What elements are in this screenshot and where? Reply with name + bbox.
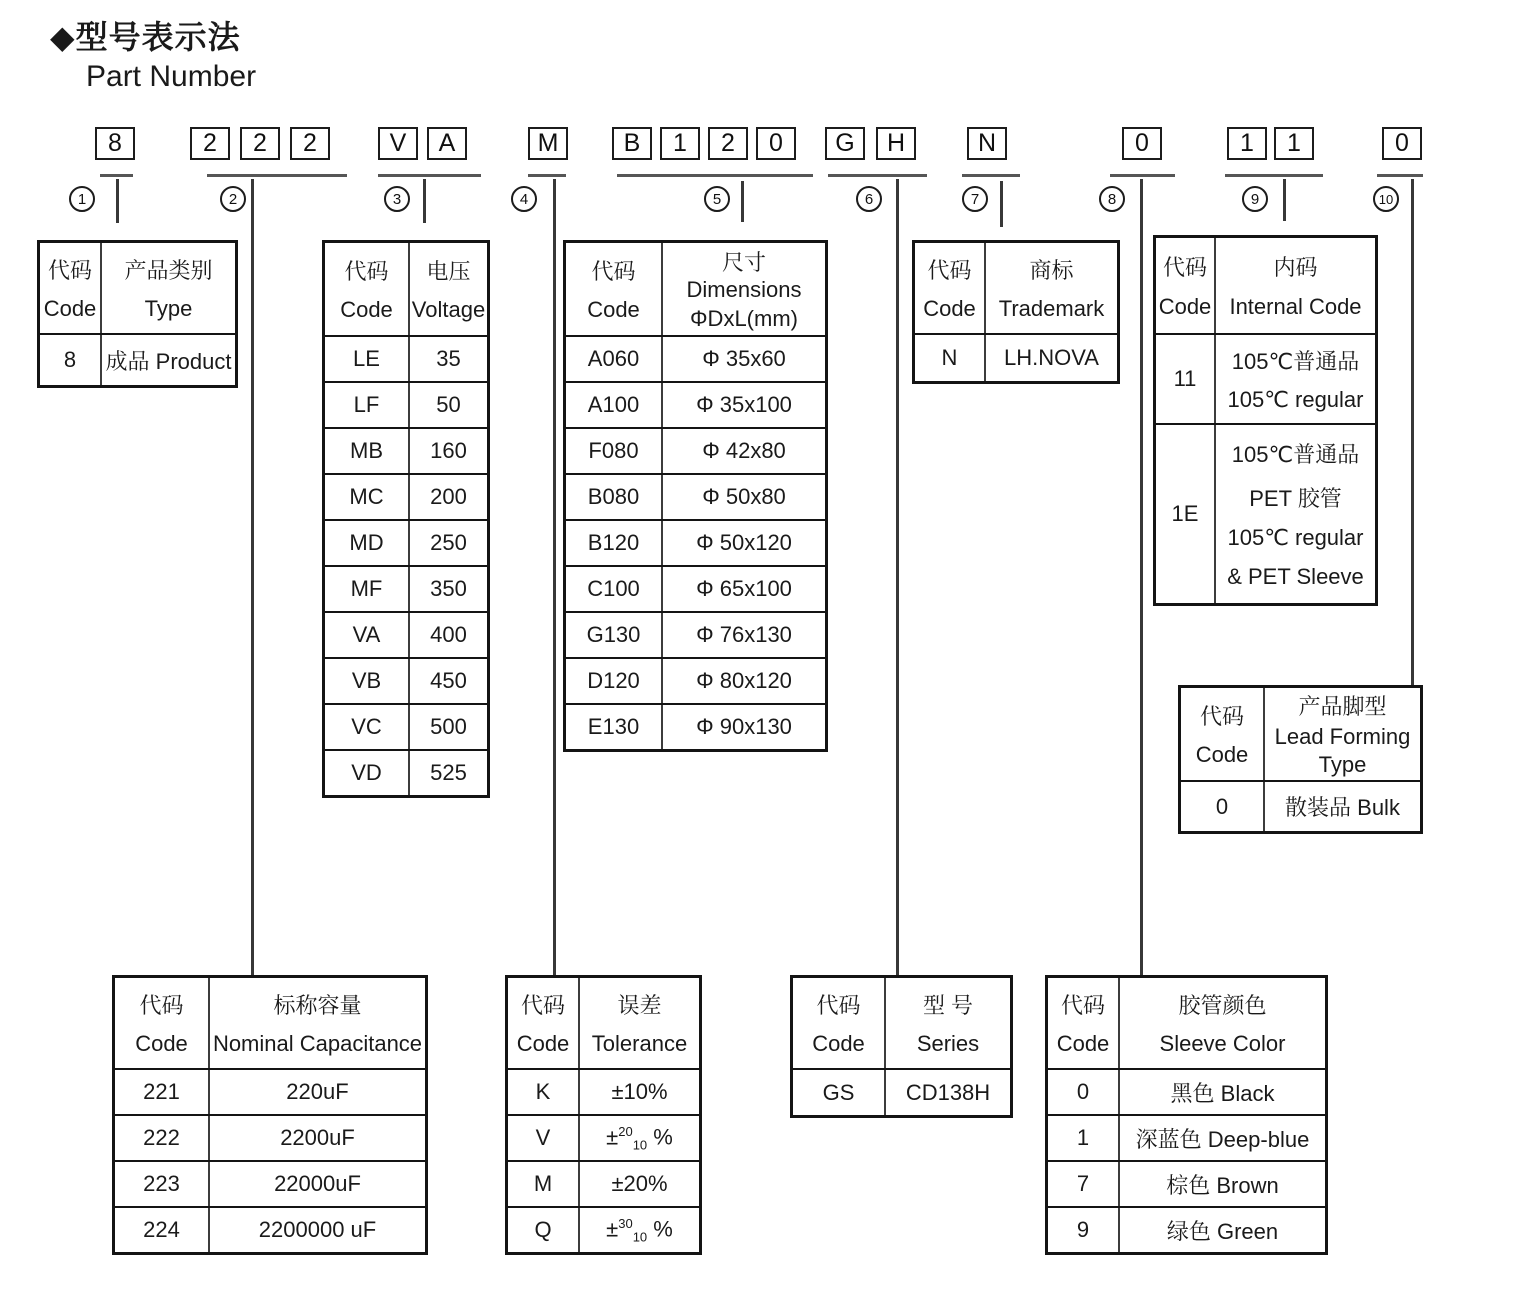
group-marker-4: 4 xyxy=(511,186,537,212)
value-header-cell: 内码 Internal Code xyxy=(1214,238,1375,333)
group-marker-6: 6 xyxy=(856,186,882,212)
dimensions-table xyxy=(563,240,828,752)
connector-line-2 xyxy=(251,179,254,975)
voltage-table xyxy=(322,240,490,798)
table-row: G130 Φ 76x130 xyxy=(566,611,825,657)
table-header-row xyxy=(115,978,425,1068)
connector-line-3 xyxy=(423,179,426,223)
tolerance-table xyxy=(505,975,702,1255)
group-marker-10: 10 xyxy=(1373,186,1399,212)
table-header-row xyxy=(566,243,825,335)
code-header-cell: 代码 Code xyxy=(587,258,640,323)
value-header-cell: 产品脚型 Lead Forming Type xyxy=(1263,688,1420,780)
code-header-cell: 代码 Code xyxy=(43,258,97,321)
table-row: A100 Φ 35x100 xyxy=(566,381,825,427)
part-char-box: M xyxy=(528,127,568,160)
group-marker-1: 1 xyxy=(69,186,95,212)
table-row: LE 35 xyxy=(325,335,487,381)
value-header-cell: 商标 Trademark xyxy=(984,243,1117,333)
part-char-box: 1 xyxy=(1227,127,1267,160)
code-header-cell: 代码 Code xyxy=(340,258,393,323)
series-table xyxy=(790,975,1013,1118)
value-header-cell: 电压 Voltage xyxy=(408,243,487,335)
group-underline-5 xyxy=(617,174,813,177)
table-row: VD 525 xyxy=(325,749,487,795)
part-char-box: 0 xyxy=(756,127,796,160)
table-header-row xyxy=(40,243,235,333)
connector-line-6 xyxy=(896,179,899,975)
part-code-group-6 xyxy=(825,127,916,160)
group-underline-10 xyxy=(1377,174,1423,177)
table-header-row xyxy=(325,243,487,335)
table-row: 224 2200000 uF xyxy=(115,1206,425,1252)
code-header-cell: 代码 Code xyxy=(923,258,976,321)
part-char-box: H xyxy=(876,127,916,160)
connector-line-9 xyxy=(1283,179,1286,221)
group-underline-7 xyxy=(962,174,1020,177)
table-row: D120 Φ 80x120 xyxy=(566,657,825,703)
part-char-box: 2 xyxy=(290,127,330,160)
internal-code-table xyxy=(1153,235,1378,606)
part-char-box: 1 xyxy=(660,127,700,160)
group-marker-5: 5 xyxy=(704,186,730,212)
table-row: MF 350 xyxy=(325,565,487,611)
group-marker-3: 3 xyxy=(384,186,410,212)
table-row: 8 成品 Product xyxy=(40,333,235,385)
page-title-cn: ◆型号表示法 xyxy=(50,19,241,55)
part-code-group-5 xyxy=(612,127,796,160)
part-code-group-2 xyxy=(190,127,330,160)
table-row: C100 Φ 65x100 xyxy=(566,565,825,611)
part-char-box: N xyxy=(967,127,1007,160)
code-header-cell: 代码 Code xyxy=(1195,703,1249,768)
table-row: Q ±$^{30}_{10}$ % xyxy=(508,1206,699,1252)
connector-line-10 xyxy=(1411,179,1414,685)
part-code-group-10 xyxy=(1382,127,1422,160)
page-title-en: Part Number xyxy=(86,60,257,93)
part-char-box: B xyxy=(612,127,652,160)
group-underline-4 xyxy=(528,174,566,177)
table-header-row xyxy=(915,243,1117,333)
connector-line-7 xyxy=(1000,181,1003,227)
table-header-row xyxy=(1048,978,1325,1068)
value-header-cell: 标称容量 Nominal Capacitance xyxy=(208,978,425,1068)
table-row: VA 400 xyxy=(325,611,487,657)
part-char-box: 2 xyxy=(240,127,280,160)
table-header-row xyxy=(508,978,699,1068)
table-row: A060 Φ 35x60 xyxy=(566,335,825,381)
table-row: 11 105℃普通品 105℃ regular xyxy=(1156,333,1375,423)
part-char-box: 2 xyxy=(190,127,230,160)
part-code-group-1 xyxy=(95,127,135,160)
group-marker-2: 2 xyxy=(220,186,246,212)
code-header-cell: 代码 Code xyxy=(812,993,865,1056)
table-row: VB 450 xyxy=(325,657,487,703)
table-row: MC 200 xyxy=(325,473,487,519)
group-underline-6 xyxy=(828,174,927,177)
group-underline-3 xyxy=(378,174,481,177)
table-header-row xyxy=(793,978,1010,1068)
group-underline-2 xyxy=(207,174,347,177)
table-row: MB 160 xyxy=(325,427,487,473)
connector-line-5 xyxy=(741,181,744,222)
connector-line-1 xyxy=(116,179,119,223)
product-type-table xyxy=(37,240,238,388)
part-char-box: 0 xyxy=(1122,127,1162,160)
connector-line-4 xyxy=(553,179,556,975)
table-row: 1 深蓝色 Deep-blue xyxy=(1048,1114,1325,1160)
table-row: B120 Φ 50x120 xyxy=(566,519,825,565)
sleeve-color-table xyxy=(1045,975,1328,1255)
group-marker-9: 9 xyxy=(1242,186,1268,212)
table-row: 0 黑色 Black xyxy=(1048,1068,1325,1114)
table-row: GS CD138H xyxy=(793,1068,1010,1115)
code-header-cell: 代码 Code xyxy=(135,993,188,1056)
table-header-row xyxy=(1181,688,1420,780)
part-code-group-3 xyxy=(378,127,467,160)
code-header-cell: 代码 Code xyxy=(1056,993,1110,1056)
part-code-group-8 xyxy=(1122,127,1162,160)
table-row: MD 250 xyxy=(325,519,487,565)
table-row: 0 散装品 Bulk xyxy=(1181,780,1420,831)
value-header-cell: 型 号 Series xyxy=(884,978,1010,1068)
group-marker-8: 8 xyxy=(1099,186,1125,212)
table-row: 222 2200uF xyxy=(115,1114,425,1160)
table-row: M ±20% xyxy=(508,1160,699,1206)
table-row: E130 Φ 90x130 xyxy=(566,703,825,749)
part-code-group-7 xyxy=(967,127,1007,160)
part-char-box: 1 xyxy=(1274,127,1314,160)
table-header-row xyxy=(1156,238,1375,333)
connector-line-8 xyxy=(1140,179,1143,975)
group-underline-1 xyxy=(100,174,133,177)
table-row: 7 棕色 Brown xyxy=(1048,1160,1325,1206)
part-char-box: 2 xyxy=(708,127,748,160)
table-row: LF 50 xyxy=(325,381,487,427)
table-row: V ±$^{20}_{10}$ % xyxy=(508,1114,699,1160)
table-row: F080 Φ 42x80 xyxy=(566,427,825,473)
part-char-box: 0 xyxy=(1382,127,1422,160)
part-char-box: G xyxy=(825,127,865,160)
lead-forming-table xyxy=(1178,685,1423,834)
trademark-table xyxy=(912,240,1120,384)
table-row: 221 220uF xyxy=(115,1068,425,1114)
value-header-cell: 误差 Tolerance xyxy=(578,978,699,1068)
group-underline-9 xyxy=(1225,174,1323,177)
group-marker-7: 7 xyxy=(962,186,988,212)
part-char-box: 8 xyxy=(95,127,135,160)
table-row: 1E 105℃普通品 PET 胶管 105℃ regular & PET Sleeve xyxy=(1156,423,1375,603)
value-header-cell: 产品类别 Type xyxy=(100,243,235,333)
table-row: 9 绿色 Green xyxy=(1048,1206,1325,1252)
part-char-box: V xyxy=(378,127,418,160)
table-row: VC 500 xyxy=(325,703,487,749)
part-char-box: A xyxy=(427,127,467,160)
code-header-cell: 代码 Code xyxy=(1158,254,1212,320)
value-header-cell: 胶管颜色 Sleeve Color xyxy=(1118,978,1325,1068)
table-row: K ±10% xyxy=(508,1068,699,1114)
table-row: 223 22000uF xyxy=(115,1160,425,1206)
part-code-group-9 xyxy=(1227,127,1314,160)
table-row: N LH.NOVA xyxy=(915,333,1117,381)
value-header-cell: 尺寸 Dimensions ΦDxL(mm) xyxy=(661,243,825,335)
capacitance-table xyxy=(112,975,428,1255)
table-row: B080 Φ 50x80 xyxy=(566,473,825,519)
part-code-group-4 xyxy=(528,127,568,160)
group-underline-8 xyxy=(1110,174,1175,177)
code-header-cell: 代码 Code xyxy=(516,993,570,1056)
